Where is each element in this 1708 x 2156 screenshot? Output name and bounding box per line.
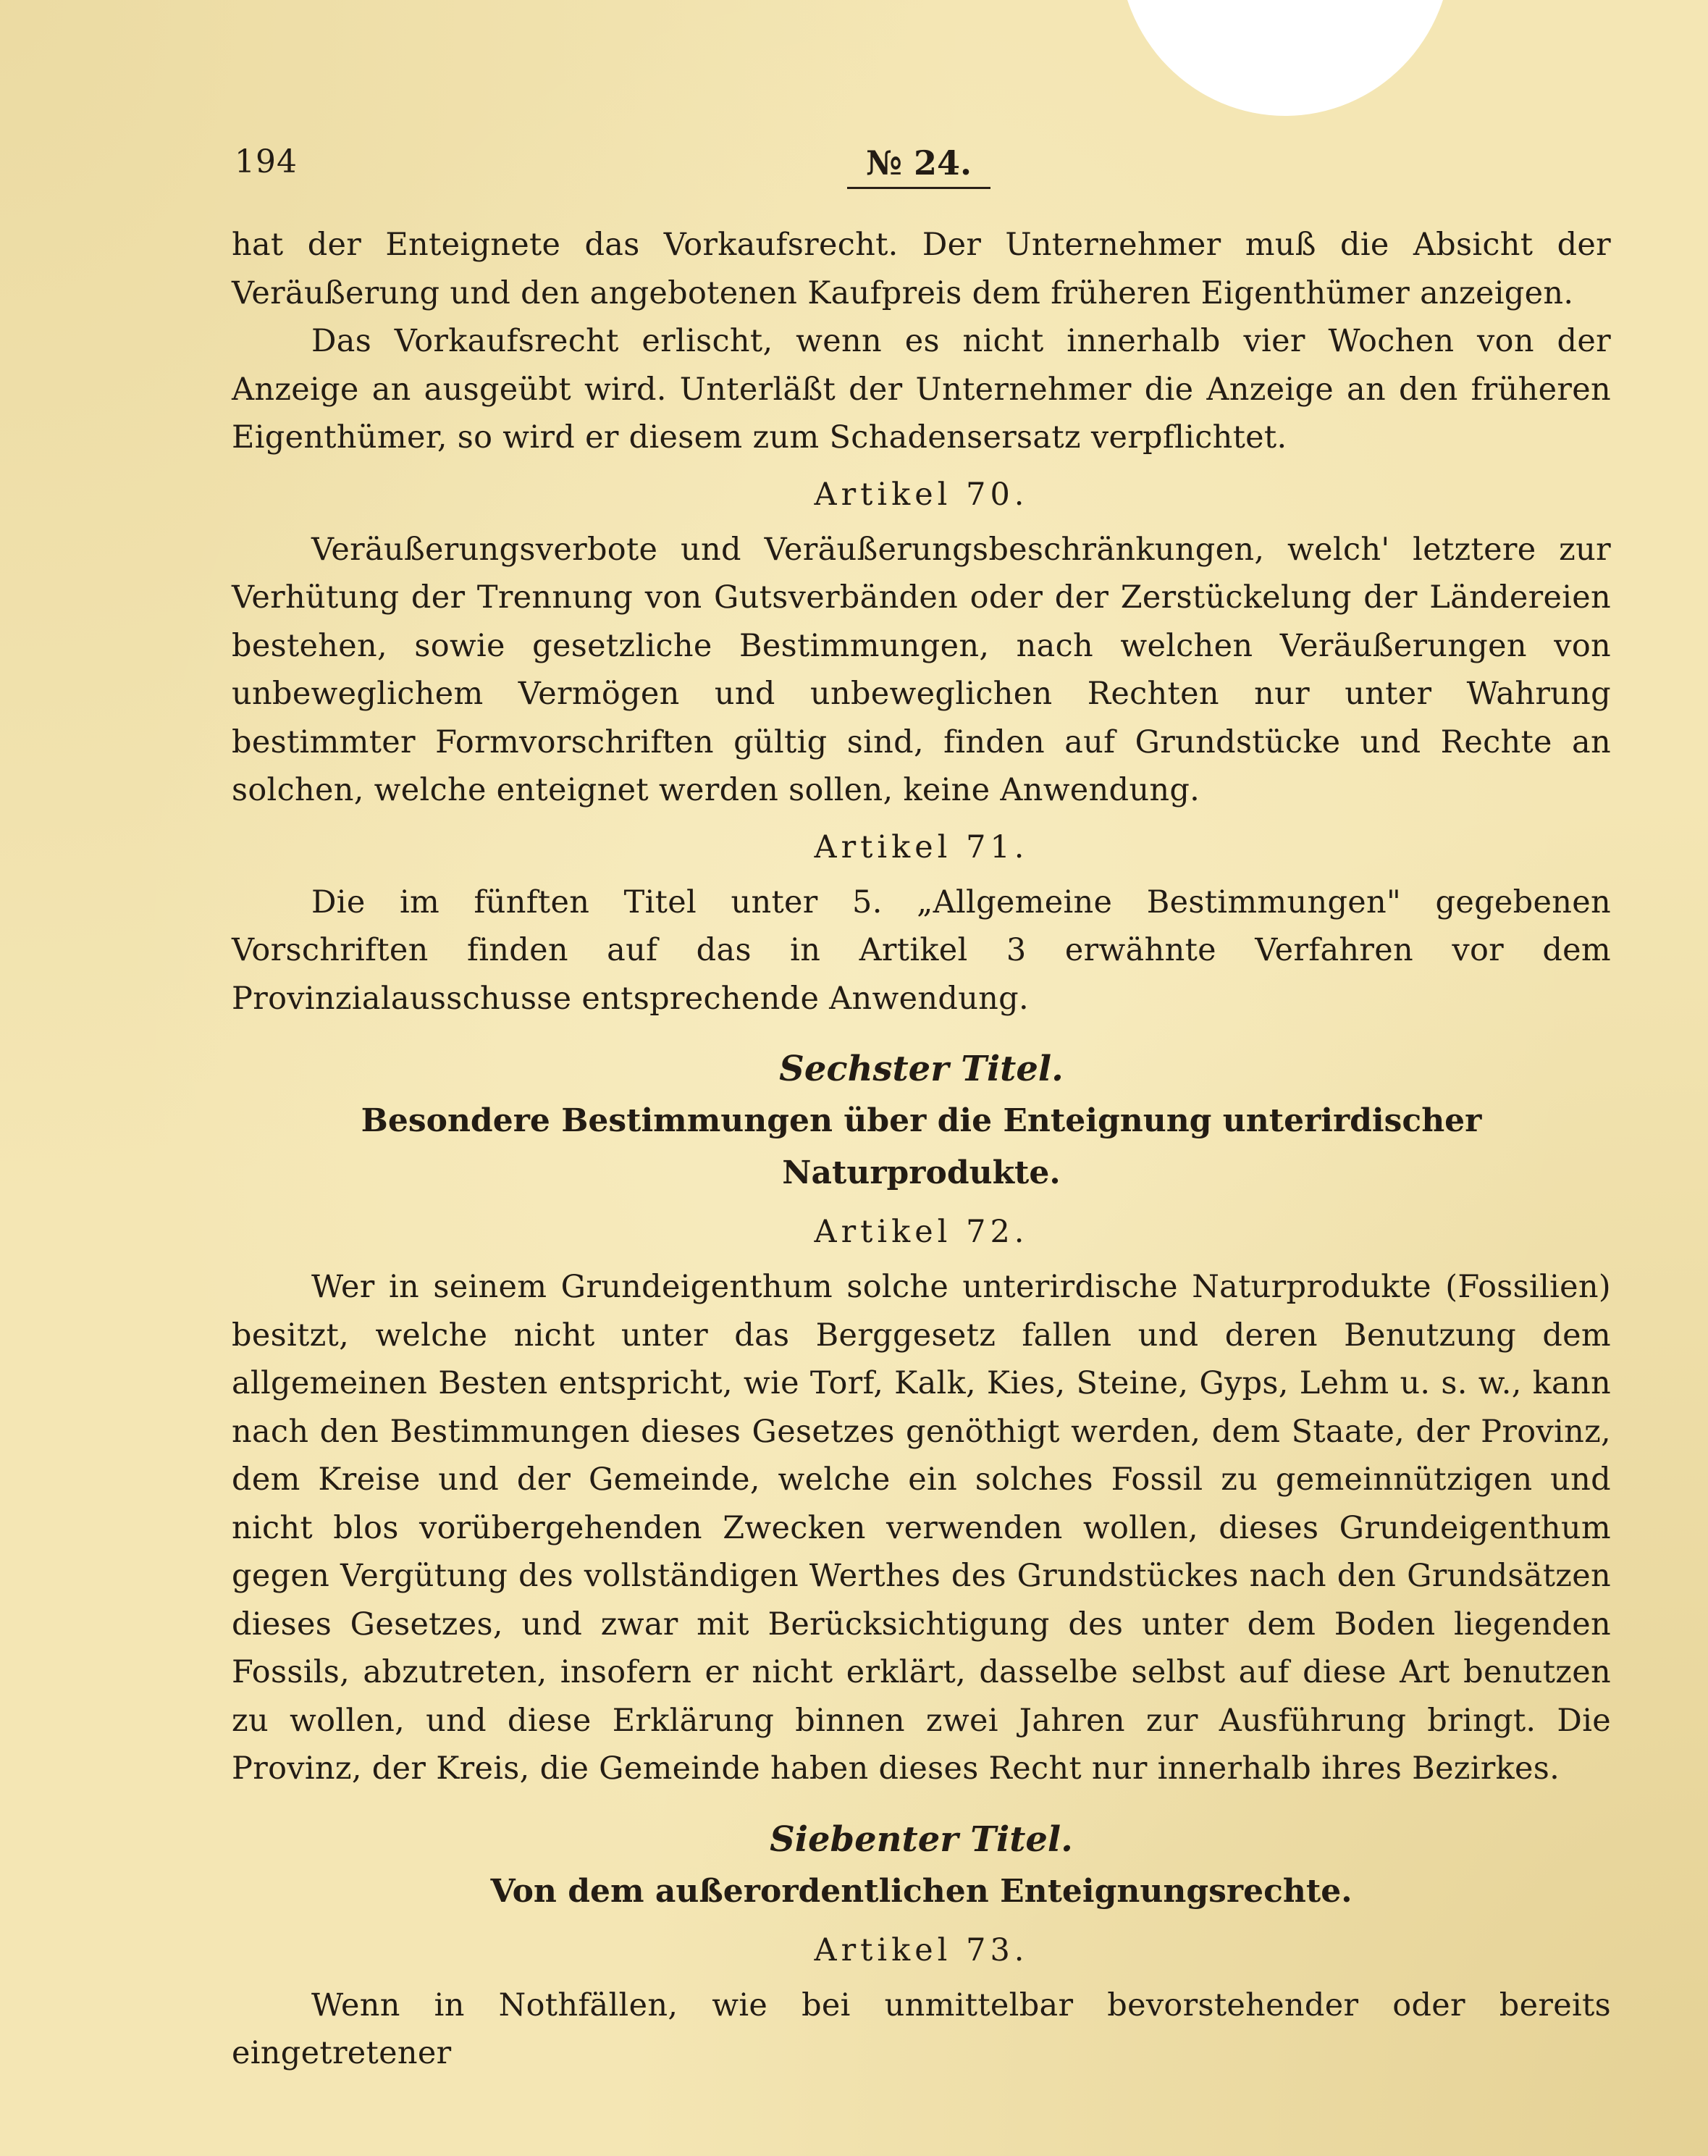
page-header bbox=[232, 143, 1611, 194]
article-73-heading: Artikel 73. bbox=[814, 1931, 1029, 1968]
article-70-text: Veräußerungsverbote und Veräußerungsbeschränkungen, welch' letztere zur Verhütung der Trennung von Gutsverbänden oder der Zerstückelung der Ländereien bestehen, sowie gesetzliche Bestimmungen, nach welchen Veräußerungen von unbeweglichem Vermögen und unbeweglichen Rechten nur unter Wahrung bestimmter Formvorschriften gültig sind, finden auf Grundstücke und Rechte an solchen, welche enteignet werden sollen, keine Anwendung. bbox=[232, 531, 1611, 808]
page-body bbox=[232, 221, 1611, 2078]
title-6-subheading: Besondere Bestimmungen über die Enteignung unterirdischer Naturprodukte. bbox=[361, 1102, 1482, 1191]
article-70-heading: Artikel 70. bbox=[814, 476, 1029, 513]
title-6-heading: Sechster Titel. bbox=[779, 1049, 1064, 1089]
article-73-text: Wenn in Nothfällen, wie bei unmittelbar bevorstehender oder bereits eingetretener bbox=[232, 1987, 1611, 2071]
title-7-subheading: Von dem außerordentlichen Enteignungsrechte. bbox=[490, 1872, 1352, 1910]
article-71-text: Die im fünften Titel unter 5. „Allgemeine Bestimmungen" gegebenen Vorschriften finden auf das in Artikel 3 erwähnte Verfahren vor dem Provinzialausschusse entsprechende Anwendung. bbox=[232, 884, 1611, 1017]
issue-number: № 24. bbox=[847, 143, 990, 189]
title-7-heading: Siebenter Titel. bbox=[770, 1819, 1073, 1860]
paragraph-vorkaufsrecht-erlischt: Das Vorkaufsrecht erlischt, wenn es nicht innerhalb vier Wochen von der Anzeige an ausgeübt wird. Unterläßt der Unternehmer die Anzeige an den früheren Eigenthümer, so wird er diesem zum Schadensersatz verpflichtet. bbox=[232, 323, 1611, 456]
article-72-heading: Artikel 72. bbox=[814, 1214, 1029, 1250]
paragraph-vorkaufsrecht: hat der Enteignete das Vorkaufsrecht. Der Unternehmer muß die Absicht der Veräußerung und den angebotenen Kaufpreis dem früheren Eigenthümer anzeigen. bbox=[232, 227, 1611, 311]
article-71-heading: Artikel 71. bbox=[814, 829, 1029, 865]
article-72-text: Wer in seinem Grundeigenthum solche unterirdische Naturprodukte (Fossilien) besitzt, welche nicht unter das Berggesetz fallen und deren Benutzung dem allgemeinen Besten entspricht, wie Torf, Kalk, Kies, Steine, Gyps, Lehm u. s. w., kann nach den Bestimmungen dieses Gesetzes genöthigt werden, dem Staate, der Provinz, dem Kreise und der Gemeinde, welche ein solches Fossil zu gemeinnützigen und nicht blos vorübergehenden Zwecken verwenden wollen, dieses Grundeigenthum gegen Vergütung des vollständigen Werthes des Grundstückes nach den Grundsätzen dieses Gesetzes, und zwar mit Berücksichtigung des unter dem Boden liegenden Fossils, abzutreten, insofern er nicht erklärt, dasselbe selbst auf diese Art benutzen zu wollen, und diese Erklärung binnen zwei Jahren zur Ausführung bringt. Die Provinz, der Kreis, die Gemeinde haben dieses Recht nur innerhalb ihres Bezirkes. bbox=[232, 1269, 1611, 1787]
torn-page-notch bbox=[1119, 0, 1452, 116]
page-number: 194 bbox=[235, 143, 298, 180]
